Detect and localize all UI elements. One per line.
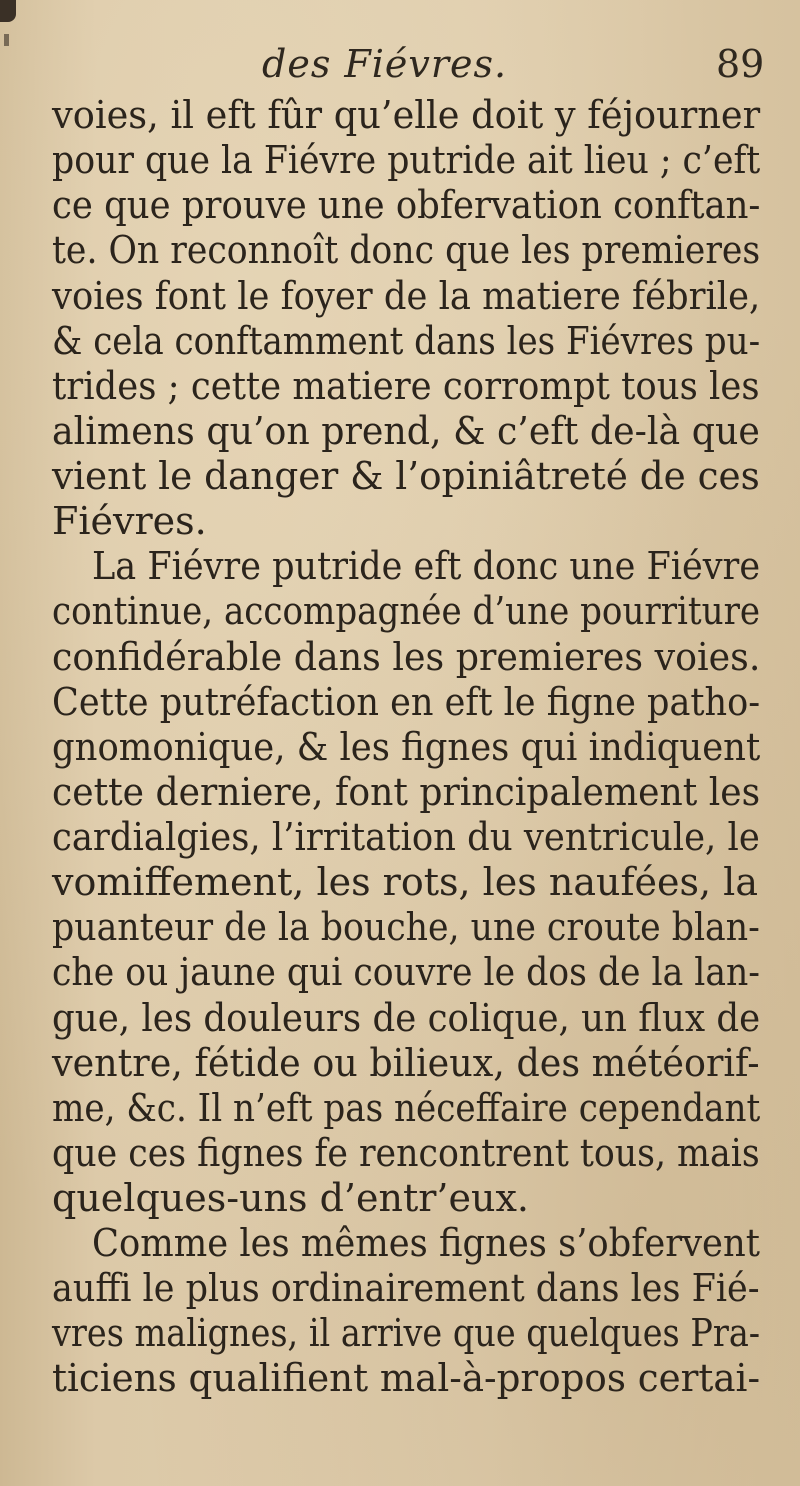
text-line: quelques-uns d’entr’eux.	[52, 1176, 529, 1220]
text-line: ticiens qualifient mal-à-propos certai-	[52, 1356, 761, 1400]
paragraph-start-line: La Fiévre putride eft donc une Fiévre	[92, 544, 761, 588]
text-line: vient le danger & l’opiniâtreté de ces	[52, 454, 760, 498]
text-line: Cette putréfaction en eft le figne patho-	[52, 680, 761, 724]
text-line: te. On reconnoît donc que les premieres	[52, 228, 761, 272]
text-line: voies, il eft fûr qu’elle doit y féjourner	[52, 93, 761, 137]
text-line: me, &c. Il n’eft pas néceffaire cependant	[52, 1086, 761, 1130]
text-line: puanteur de la bouche, une croute blan-	[52, 905, 760, 949]
text-line: voies font le foyer de la matiere fébrile,	[52, 274, 761, 318]
page-number: 89	[716, 42, 765, 86]
text-line: Fiévres.	[52, 499, 207, 543]
text-line: vomiffement, les rots, les naufées, la	[52, 860, 758, 904]
text-line: que ces fignes fe rencontrent tous, mais	[52, 1131, 760, 1175]
text-line: ce que prouve une obfervation conftan-	[52, 183, 761, 227]
running-head-title: des Fiévres.	[262, 42, 508, 86]
text-line: gue, les douleurs de colique, un flux de	[52, 996, 761, 1040]
text-line: cardialgies, l’irritation du ventricule, le	[52, 815, 760, 859]
corner-ink-mark	[0, 0, 16, 22]
text-line: confidérable dans les premieres voies.	[52, 635, 761, 679]
text-line: vres malignes, il arrive que quelques Pra-	[52, 1311, 761, 1355]
text-line: auffi le plus ordinairement dans les Fié-	[52, 1266, 760, 1310]
text-line: pour que la Fiévre putride ait lieu ; c’eft	[52, 138, 761, 182]
text-line: ventre, fétide ou bilieux, des météorif-	[52, 1041, 760, 1085]
paragraph-start-line: Comme les mêmes fignes s’obfervent	[92, 1221, 760, 1265]
text-line: continue, accompagnée d’une pourriture	[52, 589, 761, 633]
running-head	[0, 42, 800, 90]
text-line: gnomonique, & les fignes qui indiquent	[52, 725, 761, 769]
text-line: alimens qu’on prend, & c’eft de-là que	[52, 409, 760, 453]
text-line: & cela conftamment dans les Fiévres pu-	[52, 319, 761, 363]
text-line: cette derniere, font principalement les	[52, 770, 761, 814]
text-line: trides ; cette matiere corrompt tous les	[52, 364, 760, 408]
text-line: che ou jaune qui couvre le dos de la lan-	[52, 950, 760, 994]
